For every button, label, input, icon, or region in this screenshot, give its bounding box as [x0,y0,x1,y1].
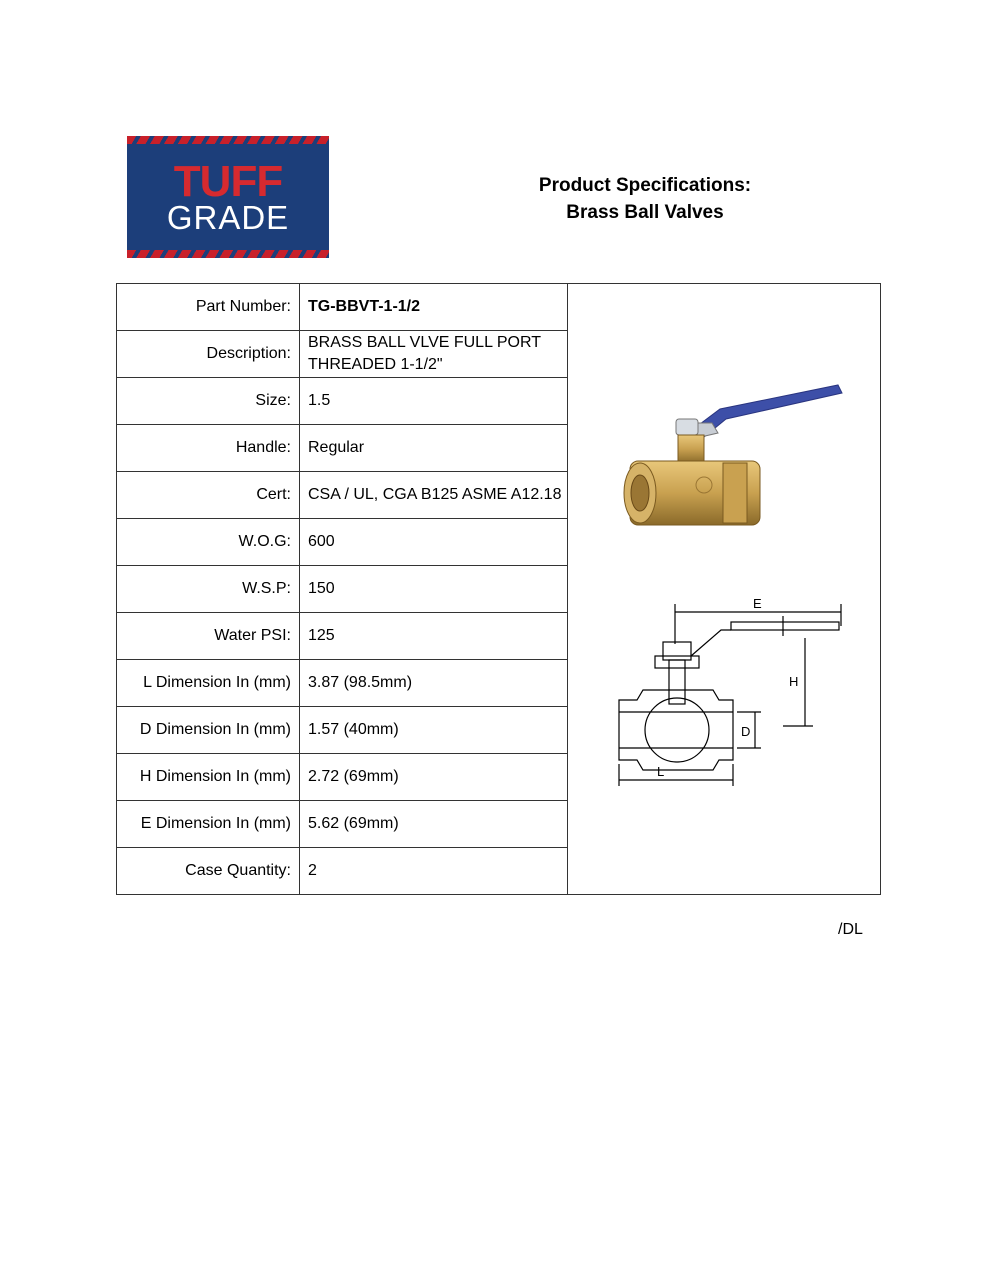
description-line1: BRASS BALL VLVE FULL PORT [308,334,541,351]
description-line2: THREADED 1-1/2" [308,356,443,373]
title-line2: Brass Ball Valves [566,202,724,223]
spec-label: Handle: [117,425,300,472]
drawing-label-d: D [741,724,751,739]
logo-top-stripe [127,136,329,144]
spec-value: CSA / UL, CGA B125 ASME A12.18 [300,472,568,519]
spec-label: Size: [117,378,300,425]
spec-value: 125 [300,613,568,660]
spec-label: Description: [117,331,300,378]
spec-label: Part Number: [117,284,300,331]
spec-label: W.S.P: [117,566,300,613]
drawing-label-h: H [789,674,799,689]
spec-value: 2.72 (69mm) [300,754,568,801]
dimension-drawing [613,594,848,794]
spec-value: 1.57 (40mm) [300,707,568,754]
valve-photo [608,379,848,539]
table-row [117,284,881,331]
spec-value: 2 [300,848,568,895]
logo-bottom-stripe [127,250,329,258]
spec-label: W.O.G: [117,519,300,566]
spec-value: 1.5 [300,378,568,425]
spec-label: E Dimension In (mm) [117,801,300,848]
spec-label: H Dimension In (mm) [117,754,300,801]
spec-value: 5.62 (69mm) [300,801,568,848]
logo-line1: TUFF [173,157,283,206]
spec-value: Regular [300,425,568,472]
spec-label: Water PSI: [117,613,300,660]
tuff-grade-logo [127,136,329,258]
spec-label: L Dimension In (mm) [117,660,300,707]
spec-value: 150 [300,566,568,613]
spec-value: 3.87 (98.5mm) [300,660,568,707]
drawing-label-l: L [657,764,665,779]
footer-note: /DL [838,921,863,938]
page-title [470,172,820,226]
spec-table [116,283,881,895]
spec-label: Cert: [117,472,300,519]
spec-label: D Dimension In (mm) [117,707,300,754]
spec-value [300,331,568,378]
title-line1: Product Specifications: [538,175,752,196]
spec-value: 600 [300,519,568,566]
drawing-label-e: E [753,596,762,611]
spec-label: Case Quantity: [117,848,300,895]
product-image-cell [568,284,881,895]
logo-line2: GRADE [166,199,290,236]
spec-value: TG-BBVT-1-1/2 [300,284,568,331]
